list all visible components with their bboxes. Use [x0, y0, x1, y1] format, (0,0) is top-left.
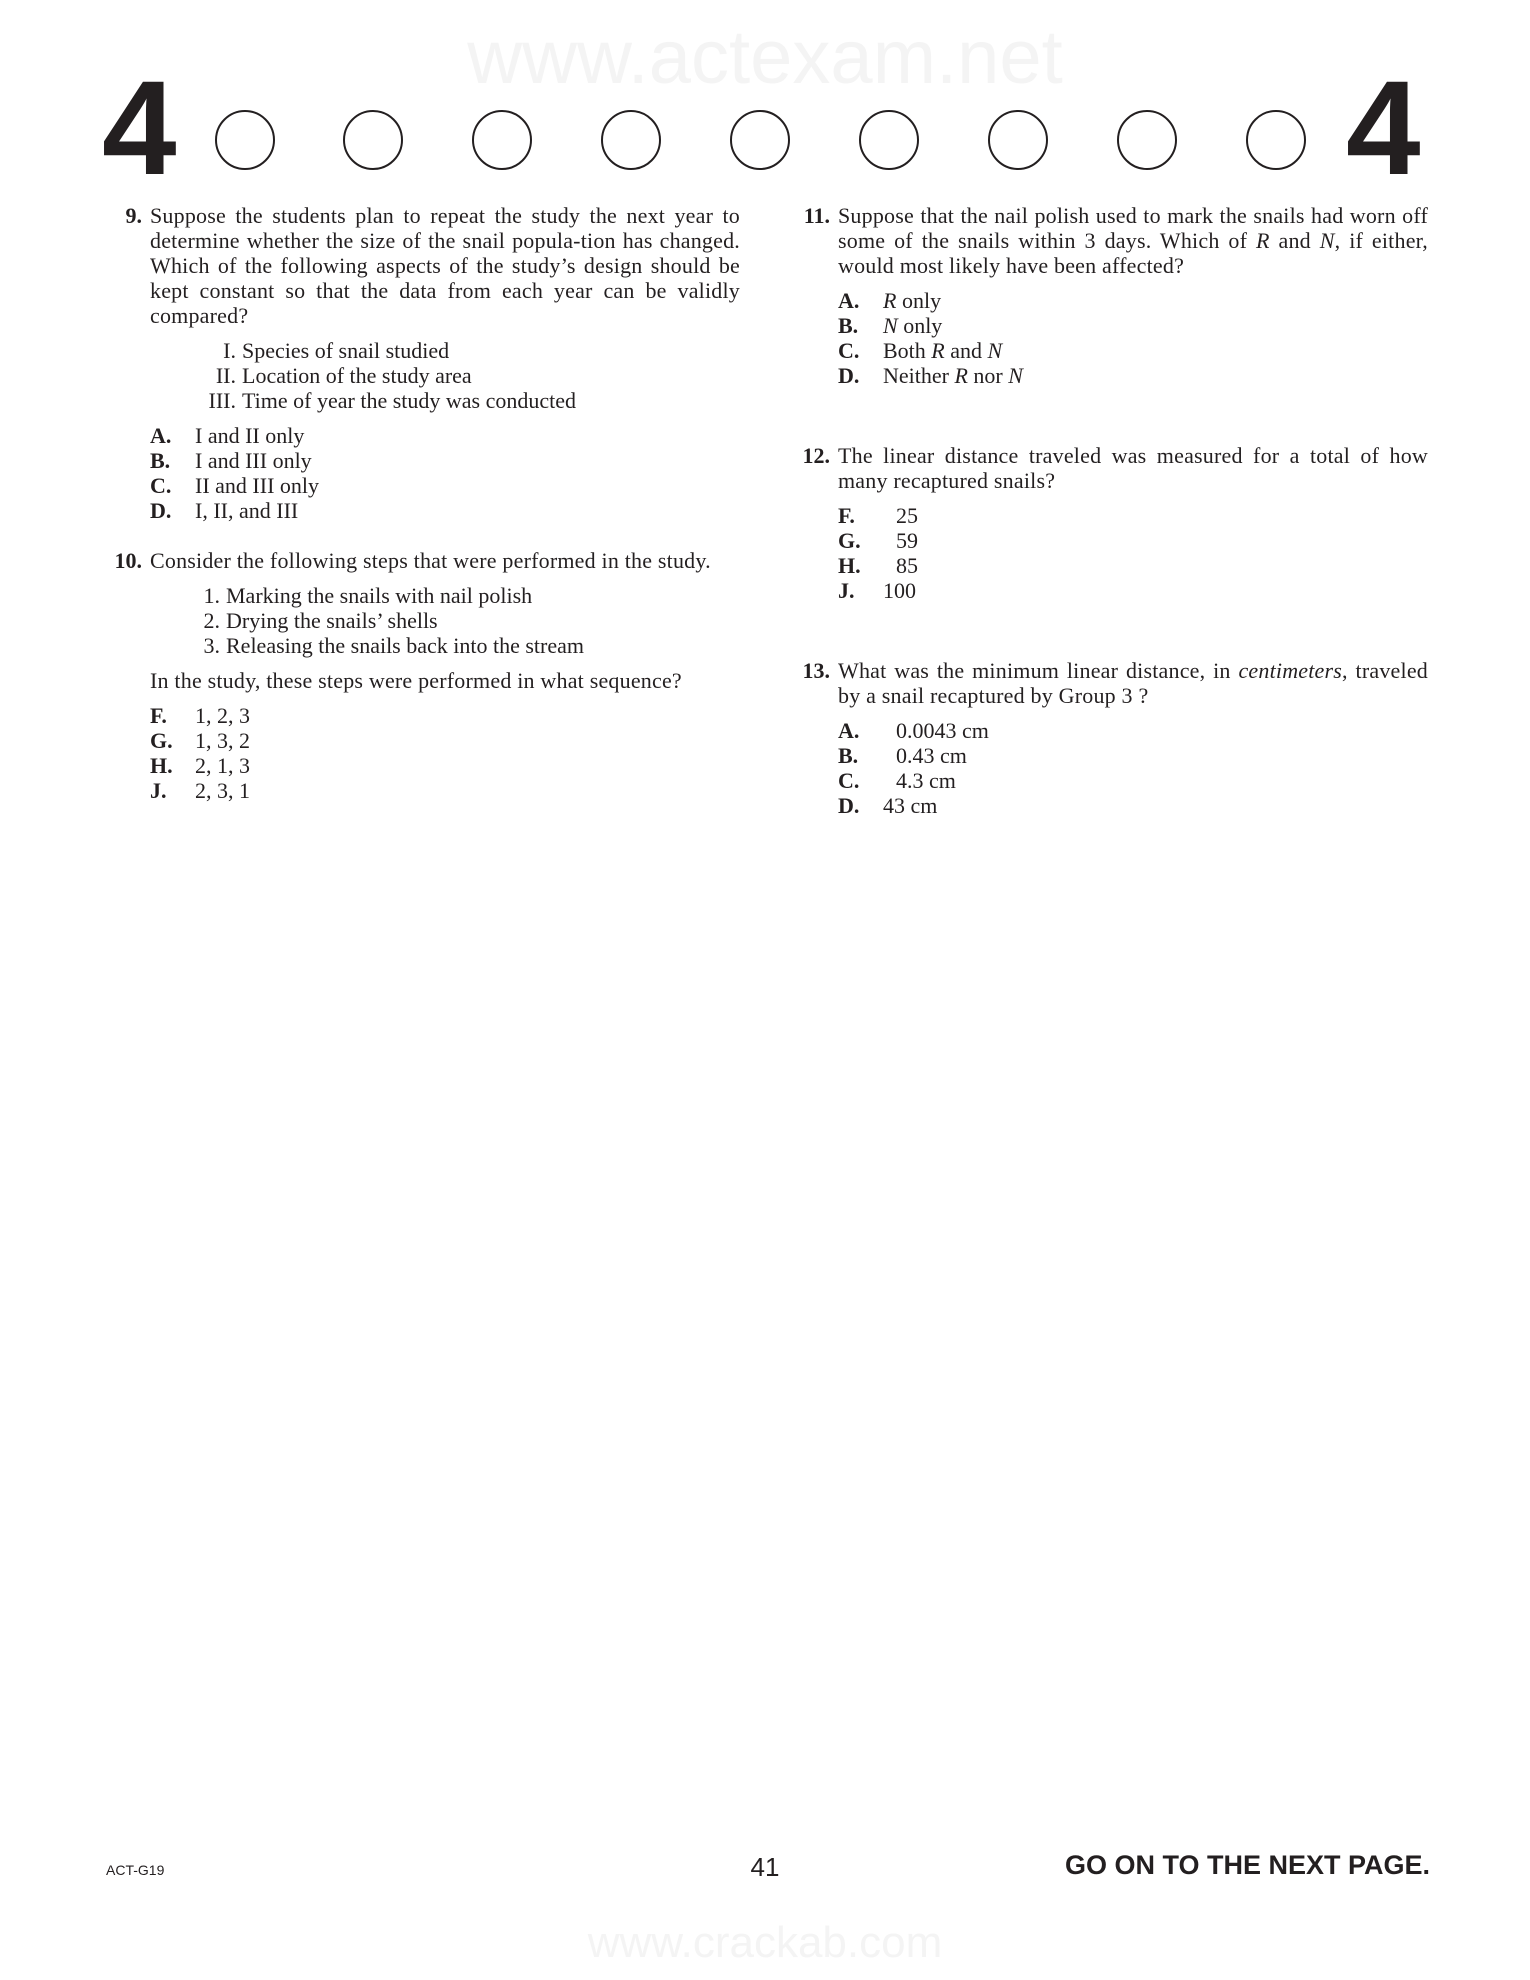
header-circle — [1246, 110, 1306, 170]
answer-options — [150, 703, 740, 803]
answer-option-a[interactable]: A. R only — [838, 288, 942, 313]
answer-option-c[interactable]: C. II and III only — [150, 473, 320, 498]
answer-options — [838, 503, 1428, 603]
next-page-instruction: GO ON TO THE NEXT PAGE. — [1064, 1850, 1430, 1880]
answer-option-a[interactable]: A. I and II only — [150, 423, 305, 448]
test-code: ACT-G19 — [106, 1862, 165, 1878]
answer-options — [838, 288, 1428, 388]
question-11 — [788, 203, 1428, 388]
question-number: 9. — [125, 203, 142, 228]
header-circle — [343, 110, 403, 170]
answer-option-j[interactable]: J. 100 — [838, 578, 916, 603]
answer-option-c[interactable]: C. 4.3 cm — [838, 768, 956, 793]
question-stem: The linear distance traveled was measured for a total of how many recaptured snails? — [838, 443, 1428, 493]
answer-option-f[interactable]: F. 25 — [838, 503, 918, 528]
section-number-left: 4 — [102, 54, 177, 203]
answer-option-b[interactable]: B. N only — [838, 313, 943, 338]
steps-list — [150, 583, 740, 658]
question-9 — [100, 203, 740, 523]
roman-item: III. Time of year the study was conducted — [208, 388, 577, 413]
step-item: 1. Marking the snails with nail polish — [203, 583, 533, 608]
answer-option-f[interactable]: F. 1, 2, 3 — [150, 703, 250, 728]
question-number: 12. — [802, 443, 830, 468]
question-number: 11. — [803, 203, 830, 228]
question-stem: Suppose that the nail polish used to mark the snails had worn off some of the snails within 3 days. Which of R and N, if either, would most likely have been affected? — [838, 203, 1428, 278]
header-circle — [730, 110, 790, 170]
header-circle — [215, 110, 275, 170]
question-number: 13. — [802, 658, 830, 683]
section-header — [0, 0, 1530, 203]
question-12 — [788, 443, 1428, 603]
header-circle — [601, 110, 661, 170]
answer-option-b[interactable]: B. I and III only — [150, 448, 312, 473]
header-circle — [859, 110, 919, 170]
step-item: 3. Releasing the snails back into the stream — [203, 633, 585, 658]
answer-option-b[interactable]: B. 0.43 cm — [838, 743, 967, 768]
step-item: 2. Drying the snails’ shells — [203, 608, 438, 633]
question-followup: In the study, these steps were performed in what sequence? — [150, 668, 682, 693]
answer-option-d[interactable]: D. 43 cm — [838, 793, 938, 818]
question-number: 10. — [114, 548, 142, 573]
watermark-bottom: www.crackab.com — [587, 1918, 943, 1967]
answer-option-c[interactable]: C. Both R and N — [838, 338, 1003, 363]
page-number: 41 — [750, 1852, 780, 1882]
answer-option-g[interactable]: G. 59 — [838, 528, 918, 553]
watermark-top: www.actexam.net — [467, 15, 1063, 100]
answer-option-h[interactable]: H. 2, 1, 3 — [150, 753, 250, 778]
header-circle — [1117, 110, 1177, 170]
answer-option-a[interactable]: A. 0.0043 cm — [838, 718, 989, 743]
section-number-right: 4 — [1346, 54, 1421, 203]
question-13 — [788, 658, 1428, 818]
roman-list — [150, 338, 740, 413]
right-column — [788, 203, 1428, 818]
answer-option-d[interactable]: D. Neither R nor N — [838, 363, 1023, 388]
question-stem: Consider the following steps that were performed in the study. — [150, 548, 711, 573]
header-circle — [472, 110, 532, 170]
question-stem: Suppose the students plan to repeat the study the next year to determine whether the size of the snail popula-tion has changed. Which of the following aspects of the study’s design should be kept constant so that the data from each year can be validly compared? — [150, 203, 740, 328]
roman-item: II. Location of the study area — [215, 363, 472, 388]
answer-option-h[interactable]: H. 85 — [838, 553, 918, 578]
header-circle — [988, 110, 1048, 170]
answer-options — [838, 718, 1428, 818]
answer-option-g[interactable]: G. 1, 3, 2 — [150, 728, 250, 753]
left-column — [100, 203, 740, 803]
answer-option-j[interactable]: J. 2, 3, 1 — [150, 778, 250, 803]
answer-option-d[interactable]: D. I, II, and III — [150, 498, 299, 523]
question-10 — [100, 548, 740, 803]
roman-item: I. Species of snail studied — [223, 338, 450, 363]
question-stem: What was the minimum linear distance, in centimeters, traveled by a snail recaptured by Group 3 ? — [838, 658, 1428, 708]
answer-options — [150, 423, 740, 523]
